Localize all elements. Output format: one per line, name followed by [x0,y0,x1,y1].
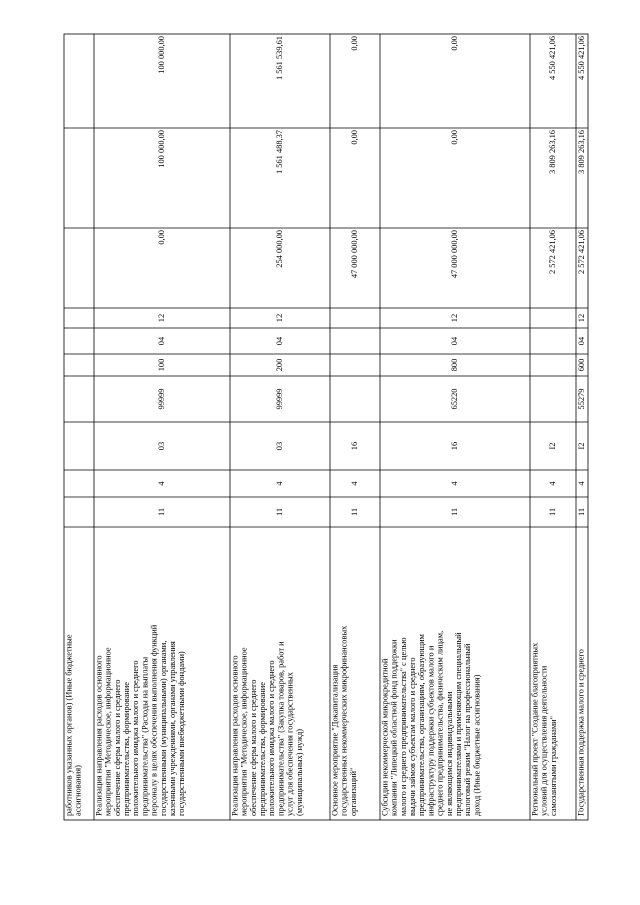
code-cell: 12 [156,313,166,323]
code-cell: 04 [156,336,166,346]
code-cell: 4 [349,481,359,486]
code-cell: 4 [576,481,586,486]
table-row [94,36,186,816]
table-row [380,36,481,816]
description-line: Субсидии некоммерческой микрокредитной [380,658,390,816]
description-line: мероприятия "Методическое, информационное [103,647,113,816]
description-line: не являющимся индивидуальными [444,691,454,816]
description-line: предпринимательства, формирование [122,682,132,816]
amount-cell: 4 550 421,06 [576,36,586,80]
amount-cell: 1 561 488,37 [274,130,284,174]
amount-cell: 2 572 421,06 [576,230,586,274]
amount-cell: 0,00 [349,36,359,51]
code-cell: 600 [576,358,586,372]
amount-cell: 47 000 000,00 [349,230,359,279]
code-cell: 12 [449,313,459,323]
code-cell: 11 [156,507,166,517]
code-cell: 800 [449,358,459,372]
code-cell: 11 [547,507,557,517]
code-cell: 16 [349,441,359,451]
code-cell: 11 [274,507,284,517]
code-cell: 16 [449,441,459,451]
amount-cell: 0,00 [349,130,359,145]
description-line: среднего предпринимательства, физическим лицам, [435,630,445,816]
description-line: Основное мероприятие "Докапитализация [330,664,340,816]
amount-cell: 47 000 000,00 [449,230,459,279]
code-cell: 11 [576,507,586,517]
code-cell: 04 [576,336,586,346]
description-line: Реализация направления расходов основного [94,655,104,816]
code-cell: 12 [274,313,284,323]
description-line: персоналу в целях обеспечения выполнения функций [149,624,159,816]
code-cell: 200 [274,358,284,372]
description-line: Региональный проект "Создание благоприятных [530,642,540,816]
table-row [330,36,359,816]
amount-cell: 0,00 [156,230,166,245]
amount-cell: 3 809 263,16 [547,130,557,174]
amount-cell: 2 572 421,06 [547,230,557,274]
code-cell: 12 [576,313,586,323]
description-line: Реализация направления расходов основного [230,655,240,816]
description-line: инфраструктуру поддержки субъектов малого и [426,645,436,816]
description-line: налоговый режим "Налог на профессиональный [463,643,473,816]
description-line: казенными учреждениями, органами управления [168,641,178,816]
description-line: предпринимательства, формирование [258,682,268,816]
amount-cell: 1 561 539,61 [274,36,284,80]
code-cell: 11 [449,507,459,517]
description-line: ассигнования) [73,765,83,816]
code-cell: 03 [274,441,284,451]
description-line: обеспечение сферы малого и среднего [248,679,258,816]
description-line: обеспечение сферы малого и среднего [112,679,122,816]
description-line: государственными (муниципальными) органами, [158,640,168,816]
description-line: самозанятыми гражданами" [548,715,558,816]
description-line: предпринимательства" (Расходы на выплаты [140,656,150,816]
amount-cell: 100 000,00 [156,130,166,168]
description-line: предпринимательства, организациям, образующим [417,634,427,816]
code-cell: 65220 [449,388,459,410]
description-line: положительного имиджа малого и среднего [267,660,277,816]
amount-cell: 3 809 263,16 [576,130,586,174]
amount-cell: 4 550 421,06 [547,36,557,80]
code-cell: 4 [156,481,166,486]
description-line: организаций" [348,767,358,816]
code-cell: 99999 [274,388,284,410]
description-line: работников указанных органов) (Иные бюджетные [64,634,74,816]
description-line: положительного имиджа малого и среднего [131,660,141,816]
description-line: условий для осуществления деятельности [539,665,549,816]
description-line: государственных некоммерческих микрофинансовых [339,625,349,816]
amount-cell: 254 000,00 [274,230,284,268]
code-cell: I2 [576,442,586,450]
code-cell: 4 [274,481,284,486]
code-cell: 4 [547,481,557,486]
code-cell: 11 [349,507,359,517]
description-line: предпринимателями и применяющим специальный [454,632,464,816]
description-line: мероприятия "Методическое, информационное [239,647,249,816]
description-line: компании "Липецкий областной фонд поддержки [389,639,399,816]
code-cell: 100 [156,358,166,372]
table-row [530,36,557,816]
amount-cell: 0,00 [449,130,459,145]
description-line: услуг для обеспечения государственных [285,672,295,816]
description-line: доход (Иные бюджетные ассигнования) [472,674,482,816]
amount-cell: 0,00 [449,36,459,51]
table-row [576,36,586,816]
description-line: (муниципальных) нужд) [294,728,304,816]
code-cell: 03 [156,441,166,451]
description-line: малого и среднего предпринимательства" с целью [398,637,408,816]
table-row [230,36,303,816]
description-line: Государственная поддержка малого и среднего [576,649,586,816]
code-cell: 99999 [156,388,166,410]
code-cell: 4 [449,481,459,486]
code-cell: 04 [274,336,284,346]
description-line: предпринимательства" (Закупка товаров, работ и [276,641,286,816]
code-cell: 55279 [576,388,586,410]
table-row [64,634,82,816]
description-line: государственными внебюджетными фондами) [177,651,187,816]
code-cell: 04 [449,336,459,346]
description-line: выдачи займов субъектам малого и среднего [408,657,418,816]
code-cell: I2 [547,442,557,450]
amount-cell: 100 000,00 [156,36,166,74]
